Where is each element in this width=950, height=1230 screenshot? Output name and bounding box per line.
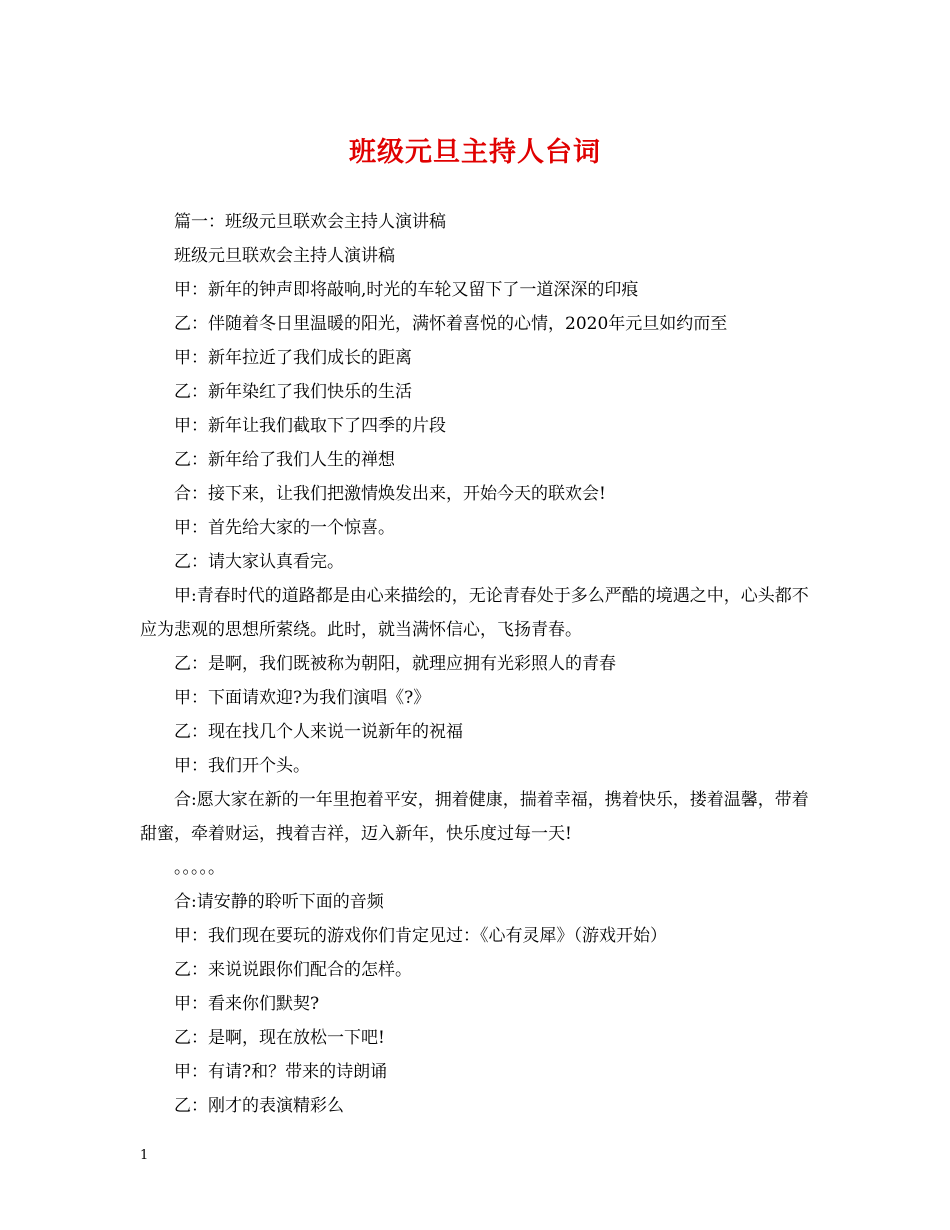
- paragraph: 甲：有请?和？带来的诗朗诵: [174, 1062, 388, 1082]
- paragraph: 乙：新年给了我们人生的禅想: [174, 450, 395, 470]
- page-number: 1: [140, 1148, 149, 1163]
- paragraph: 篇一：班级元旦联欢会主持人演讲稿: [174, 212, 446, 232]
- paragraph: 乙：现在找几个人来说一说新年的祝福: [174, 722, 463, 742]
- paragraph: 乙：伴随着冬日里温暖的阳光，满怀着喜悦的心情，2020年元旦如约而至: [174, 314, 728, 334]
- paragraph: 甲：新年让我们截取下了四季的片段: [174, 416, 446, 436]
- paragraph: 甲：我们现在要玩的游戏你们肯定见过：《心有灵犀》（游戏开始）: [174, 926, 667, 946]
- paragraph: 乙：来说说跟你们配合的怎样。: [174, 960, 412, 980]
- paragraph: 乙：请大家认真看完。: [174, 552, 344, 572]
- paragraph: 。。。。。: [174, 858, 225, 878]
- document-title: 班级元旦主持人台词: [349, 137, 601, 168]
- paragraph: 甲：我们开个头。: [174, 756, 310, 776]
- paragraph: 合：接下来，让我们把激情焕发出来，开始今天的联欢会!: [174, 484, 606, 504]
- paragraph: 合:请安静的聆听下面的音频: [174, 892, 384, 912]
- document-body: [140, 205, 820, 1123]
- paragraph: 乙：新年染红了我们快乐的生活: [174, 382, 412, 402]
- paragraph: 甲：新年拉近了我们成长的距离: [174, 348, 412, 368]
- paragraph: 甲：新年的钟声即将敲响,时光的车轮又留下了一道深深的印痕: [174, 280, 639, 300]
- paragraph: 乙：刚才的表演精彩么: [174, 1096, 344, 1116]
- paragraph: 乙：是啊，我们既被称为朝阳，就理应拥有光彩照人的青春: [174, 654, 616, 674]
- paragraph: 甲：看来你们默契?: [174, 994, 320, 1014]
- paragraph: 乙：是啊，现在放松一下吧!: [174, 1028, 385, 1048]
- paragraph: 合:愿大家在新的一年里抱着平安，拥着健康，揣着幸福，携着快乐，搂着温馨，带着甜蜜，牵着财运，拽着吉祥，迈入新年，快乐度过每一天!: [140, 790, 809, 844]
- paragraph: 班级元旦联欢会主持人演讲稿: [174, 246, 395, 266]
- paragraph: 甲：首先给大家的一个惊喜。: [174, 518, 395, 538]
- paragraph: 甲:青春时代的道路都是由心来描绘的，无论青春处于多么严酷的境遇之中，心头都不应为悲观的思想所萦绕。此时，就当满怀信心，飞扬青春。: [140, 586, 809, 640]
- paragraph: 甲：下面请欢迎?为我们演唱《?》: [174, 688, 431, 708]
